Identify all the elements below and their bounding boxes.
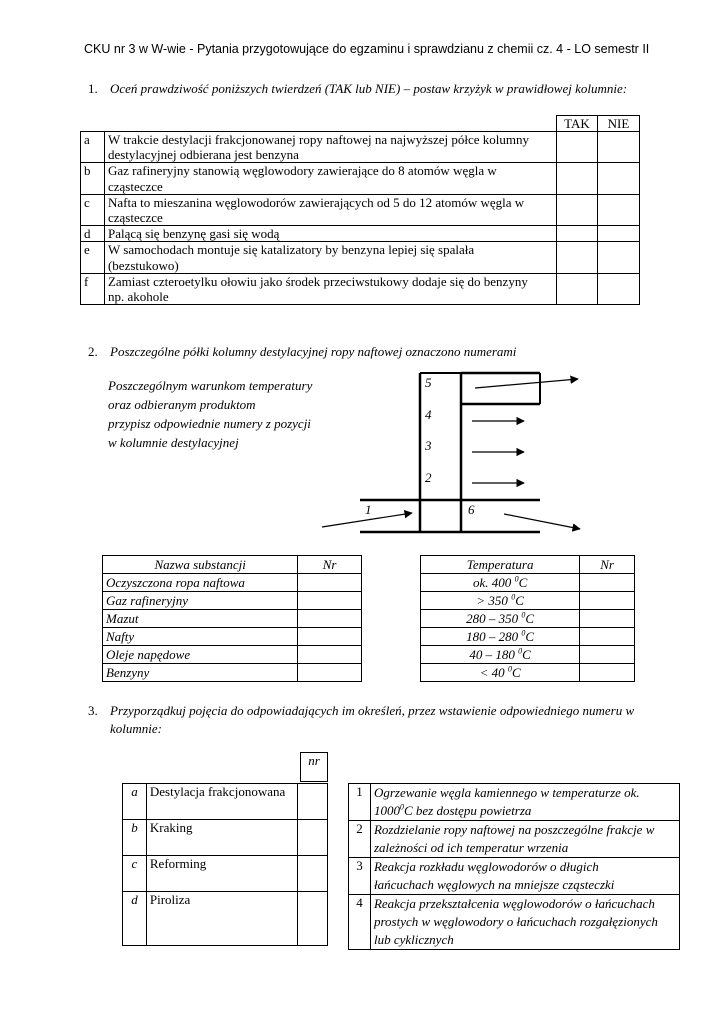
question-1-number: 1. (88, 81, 98, 96)
table-row (349, 858, 680, 895)
col-nie-header: NIE (597, 116, 639, 132)
definition-number: 1 (349, 784, 371, 821)
substance-name: Oczyszczona ropa naftowa (103, 574, 298, 592)
row-letter: d (81, 226, 105, 242)
definition-line: Reakcja rozkładu węglowodorów o długich (373, 859, 599, 874)
statement-line: (bezstukowo) (107, 257, 179, 273)
term-name: Kraking (146, 820, 297, 856)
instruction-line: oraz odbieranym produktom (108, 397, 256, 412)
question-3-number: 3. (88, 703, 98, 718)
table-row (421, 664, 635, 682)
shelf-label-6: 6 (468, 502, 475, 517)
table-row (349, 821, 680, 858)
question-2-number: 2. (88, 344, 98, 359)
definition-number: 3 (349, 858, 371, 895)
nr-cell[interactable] (298, 784, 328, 820)
statement-line: Zamiast czteroetylku ołowiu jako środek przeciwstukowy dodaje się do benzyny (107, 273, 528, 289)
definition-line: prostych w węglowodory o łańcuchach rozgałęzionych (373, 914, 658, 929)
temperature-value: > 350 $^0$C (421, 592, 580, 610)
definition-line: łańcuchach węglowych na mniejsze cząsteczki (373, 877, 615, 892)
nr-cell[interactable] (298, 574, 362, 592)
term-letter: c (123, 856, 147, 892)
statement-line: W samochodach montuje się katalizatory by benzyna lepiej się spalała (107, 242, 475, 258)
nr-cell[interactable] (580, 592, 635, 610)
statement-line: np. akohole (107, 289, 169, 305)
statement-line: Palącą się benzynę gasi się wodą (107, 226, 280, 242)
shelf-label-1: 1 (365, 502, 372, 517)
table-row (421, 610, 635, 628)
temperature-table (420, 555, 635, 682)
definition-line: 1000$^0$C bez dostępu powietrza (373, 802, 532, 818)
shelf-label-5: 5 (425, 375, 432, 390)
definition-line: Ogrzewanie węgla kamiennego w temperaturze ok. (373, 785, 640, 800)
nr-cell[interactable] (580, 574, 635, 592)
instruction-line: przypisz odpowiednie numery z pozycji (108, 416, 311, 431)
nr-header: Nr (298, 556, 362, 574)
table-row (103, 628, 362, 646)
nr-cell[interactable] (298, 592, 362, 610)
terms-table (122, 783, 328, 946)
substance-name: Oleje napędowe (103, 646, 298, 664)
definition-line: zależności od ich temperatur wrzenia (373, 840, 569, 855)
instruction-line: Poszczególnym warunkom temperatury (108, 378, 313, 393)
temperature-header: Temperatura (421, 556, 580, 574)
table-row (103, 610, 362, 628)
table-row (123, 784, 328, 820)
row-letter: a (81, 132, 105, 163)
term-name: Piroliza (146, 892, 297, 946)
nr-cell[interactable] (298, 892, 328, 946)
statement-line: Gaz rafineryjny stanowią węglowodory zawierające do 8 atomów węgla w (107, 163, 497, 179)
substance-name: Nafty (103, 628, 298, 646)
row-letter: c (81, 194, 105, 225)
q3-nr-header-box (300, 752, 328, 782)
shelf-label-2: 2 (425, 470, 432, 485)
temperature-value: ok. 400 $^0$C (421, 574, 580, 592)
substances-table (102, 555, 362, 682)
table-row (103, 592, 362, 610)
q3-nr-header: nr (301, 753, 328, 782)
statement-line: cząsteczce (107, 210, 163, 226)
arrow-outlet-6 (504, 514, 580, 529)
table-row (103, 664, 362, 682)
nr-cell[interactable] (298, 820, 328, 856)
nr-cell[interactable] (580, 664, 635, 682)
question-3 (88, 702, 634, 738)
temperature-value: 180 – 280 $^0$C (421, 628, 580, 646)
nr-cell[interactable] (580, 628, 635, 646)
substance-name: Gaz rafineryjny (103, 592, 298, 610)
term-letter: a (123, 784, 147, 820)
statement-line: Nafta to mieszanina węglowodorów zawierających od 5 do 12 atomów węgla w (107, 194, 525, 210)
temperature-value: 280 – 350 $^0$C (421, 610, 580, 628)
page-header: CKU nr 3 w W-wie - Pytania przygotowujące do egzaminu i sprawdzianu z chemii cz. 4 - LO semestr II (84, 42, 650, 56)
nr-cell[interactable] (580, 646, 635, 664)
statement-line: destylacyjnej odbierana jest benzyna (107, 147, 299, 163)
nr-cell[interactable] (580, 610, 635, 628)
substance-name: Benzyny (103, 664, 298, 682)
temperature-value: 40 – 180 $^0$C (421, 646, 580, 664)
table-row (421, 574, 635, 592)
shelf-label-4: 4 (425, 407, 432, 422)
definition-number: 2 (349, 821, 371, 858)
question-2-text: Poszczególne półki kolumny destylacyjnej ropy naftowej oznaczono numerami (110, 344, 517, 359)
instruction-line: w kolumnie destylacyjnej (108, 435, 239, 450)
table-row (103, 574, 362, 592)
statement-line: cząsteczce (107, 178, 163, 194)
table-row (421, 592, 635, 610)
temperature-value: < 40 $^0$C (421, 664, 580, 682)
definition-line: lub cyklicznych (373, 932, 454, 947)
definition-line: Reakcja przekształcenia węglowodorów o łańcuchach (373, 896, 655, 911)
definitions-table (348, 783, 680, 950)
substances-header: Nazwa substancji (103, 556, 298, 574)
question-3-text-cont: kolumnie: (110, 721, 162, 736)
statement-line: W trakcie destylacji frakcjonowanej ropy naftowej na najwyższej półce kolumny (107, 132, 529, 147)
table-row (103, 646, 362, 664)
term-letter: b (123, 820, 147, 856)
table-row (123, 820, 328, 856)
table-row (421, 628, 635, 646)
nr-header: Nr (580, 556, 635, 574)
row-letter: b (81, 163, 105, 194)
term-name: Reforming (146, 856, 297, 892)
question-3-text: Przyporządkuj pojęcia do odpowiadających im określeń, przez wstawienie odpowiedniego numeru w (110, 703, 635, 718)
nr-cell[interactable] (298, 646, 362, 664)
nr-cell[interactable] (298, 856, 328, 892)
definition-line: Rozdzielanie ropy naftowej na poszczególne frakcje w (373, 822, 655, 837)
definition-number: 4 (349, 895, 371, 950)
nr-cell[interactable] (298, 664, 362, 682)
table-row (123, 892, 328, 946)
table-row (123, 856, 328, 892)
col-tak-header: TAK (557, 116, 598, 132)
table-row (349, 784, 680, 821)
row-letter: f (81, 273, 105, 304)
nr-cell[interactable] (298, 610, 362, 628)
nr-cell[interactable] (298, 628, 362, 646)
table-row (421, 646, 635, 664)
substance-name: Mazut (103, 610, 298, 628)
question-1-text: Oceń prawdziwość poniższych twierdzeń (TAK lub NIE) – postaw krzyżyk w prawidłowej kolumnie: (110, 81, 628, 96)
arrow-outlet-5 (475, 379, 578, 388)
term-letter: d (123, 892, 147, 946)
table-row (349, 895, 680, 950)
shelf-label-3: 3 (425, 438, 432, 453)
term-name: Destylacja frakcjonowana (146, 784, 297, 820)
row-letter: e (81, 242, 105, 273)
